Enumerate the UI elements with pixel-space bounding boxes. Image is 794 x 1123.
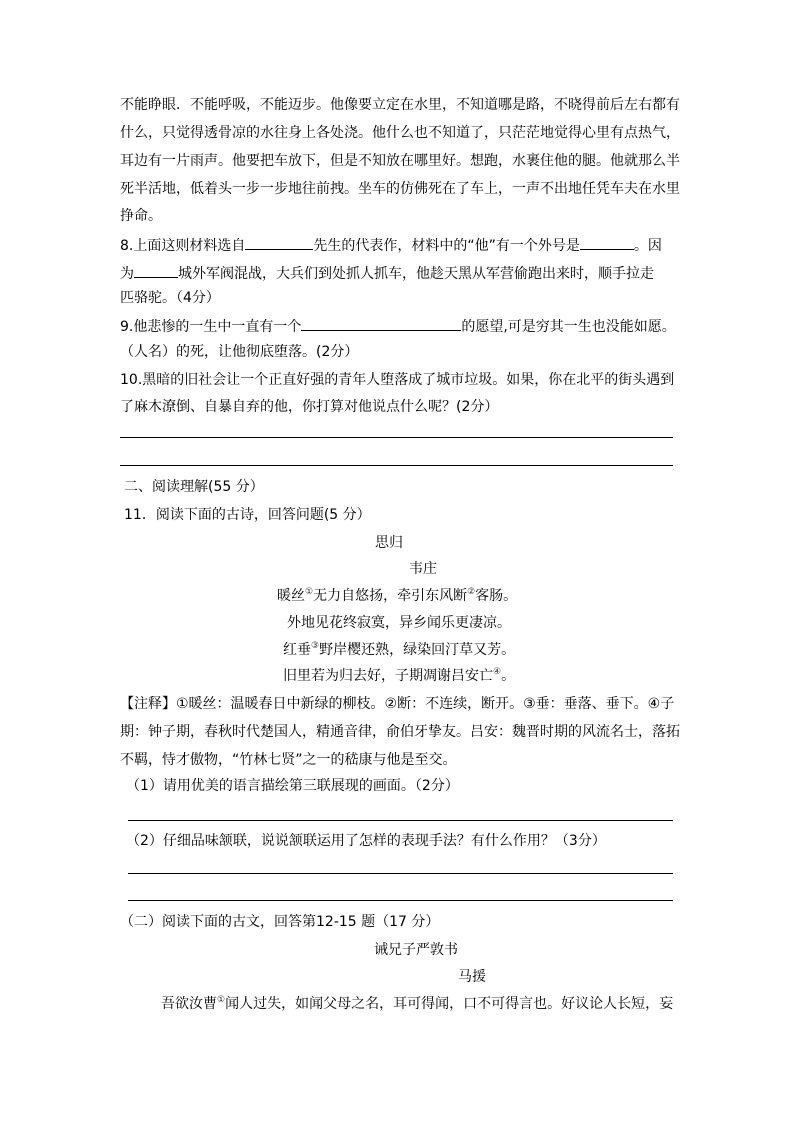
passage-line: 耳边有一片雨声。他要把车放下，但是不知放在哪里好。想跑，水裹住他的腿。他就那么半 [120,153,680,169]
q8-text-b: 先生的代表作，材料中的“他”有一个外号是 [313,238,580,254]
section-heading: 二、阅读理解(55 分） [124,479,264,495]
text-title: 诫兄子严敦书 [374,942,458,958]
subquestion-2: （2）仔细品味颔联，说说颔联运用了怎样的表现手法？有什么作用？（3分） [126,833,606,849]
poem-verse: 暖丝①无力自悠扬，牵引东风断②客肠。 [277,587,518,604]
subquestion-1: （1）请用优美的语言描绘第三联展现的画面。（2分） [126,778,459,794]
passage-line: 不能睁眼．不能呼吸，不能迈步。他像要立定在水里，不知道哪是路，不晓得前后左右都有 [120,97,680,113]
note-marker: ④ [493,667,502,677]
q8-text-c: 。因 [633,238,662,254]
answer-line[interactable] [128,900,673,901]
passage-line: 死半活地，低着头一步一步地往前拽。坐车的仿佛死在了车上，一声不出地任凭车夫在水里 [120,181,680,197]
q9-text-b: 的愿望,可是穷其一生也没能如愿。 [461,319,676,335]
poem-title: 思归 [375,535,403,551]
q8-text-d: 为 [120,266,134,282]
poem-notes: 不羁，恃才傲物，“竹林七贤”之一的嵇康与他是至交。 [120,752,457,768]
poem-verse: 旧里若为归去好，子期凋谢吕安亡④。 [283,667,516,684]
question-11-intro: 11．阅读下面的古诗，回答问题(5 分） [124,507,371,523]
note-marker: ① [305,587,314,597]
poem-notes: 【注释】①暖丝：温暖春日中新绿的柳枝。②断：不连续，断开。③垂：垂落、垂下。④子 [120,696,675,712]
part2-intro: （二）阅读下面的古文，回答第12-15 题（17 分） [120,914,440,930]
text-first-line: 吾欲汝曹①闻人过失，如闻父母之名，耳可得闻，口不可得言也。好议论人长短，妄 [161,995,674,1012]
note-marker: ① [217,995,226,1005]
question-10-cont: 了麻木潦倒、自暴自弃的他，你打算对他说点什么呢？(2分） [120,399,499,415]
question-9 [120,316,676,336]
poem-author: 韦庄 [409,561,437,577]
q8-text-e: 城外军阀混战，大兵们到处抓人抓车，他趁天黑从军营偷跑出来时，顺手拉走 [178,266,654,282]
poem-notes: 期：钟子期，春秋时代楚国人，精通音律，俞伯牙挚友。吕安：魏晋时期的风流名士，落拓 [120,724,680,740]
question-9-cont: （人名）的死，让他彻底堕落。(2分） [120,344,359,360]
question-8-cont [120,263,654,283]
answer-blank[interactable] [580,235,634,250]
passage-line: 什么，只觉得透骨凉的水往身上各处浇。他什么也不知道了，只茫茫地觉得心里有点热气， [120,125,680,141]
poem-verse: 红垂③野岸樱还熟，绿染回汀草又芳。 [283,641,516,658]
answer-line[interactable] [120,437,673,438]
answer-line[interactable] [128,873,673,874]
question-8 [120,235,662,255]
passage-line: 挣命。 [120,208,162,224]
q9-text-a: 9.他悲惨的一生中一直有一个 [120,319,302,335]
text-author: 马援 [458,969,486,985]
answer-line[interactable] [128,820,673,821]
answer-blank[interactable] [134,263,178,278]
question-8-score: 匹骆驼。（4分） [120,290,220,306]
answer-blank[interactable] [245,235,313,250]
q8-text-a: 8.上面这则材料选自 [120,238,246,254]
answer-line[interactable] [120,465,673,466]
poem-verse: 外地见花终寂寞，异乡闻乐更凄凉。 [287,615,511,631]
note-marker: ③ [311,641,320,651]
note-marker: ② [467,587,476,597]
answer-blank[interactable] [301,316,461,331]
question-10: 10.黑暗的旧社会让一个正直好强的青年人堕落成了城市垃圾。如果，你在北平的街头遇到 [120,372,675,388]
